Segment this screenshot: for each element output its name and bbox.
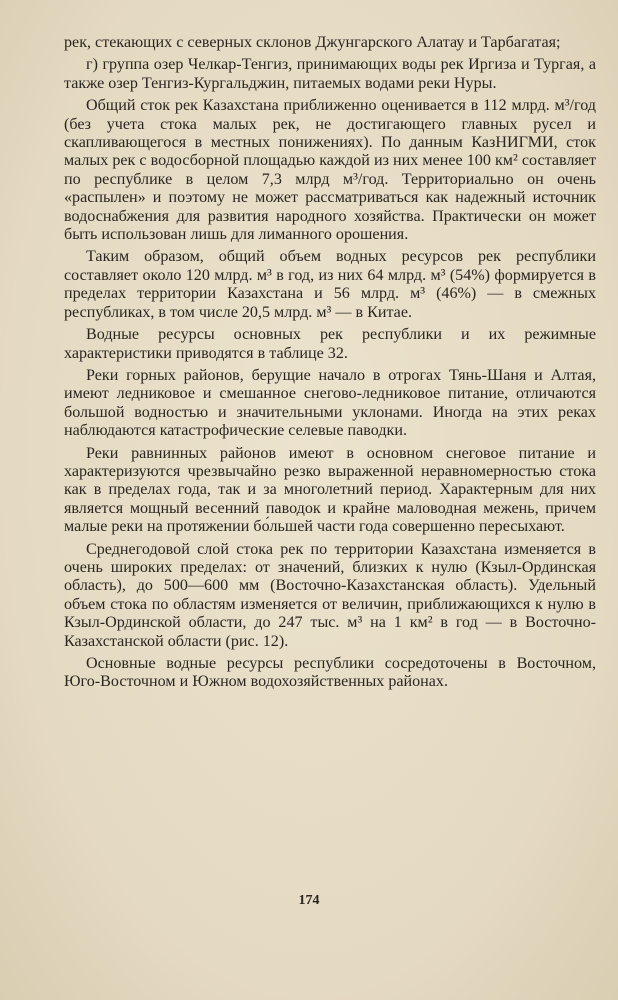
paragraph-runoff-layer: Среднегодовой слой стока рек по территории Казахстана изменяется в очень широких пределах: от значений, близких к нулю (Кзыл-Ординская область), до 500—600 мм (Восточно-Казахстанская область). Удельный объем стока по областям изменяется от величин, приближающихся к нулю в Кзыл-Ординской области, до 247 тыс. м³ на 1 км² в год — в Восточно-Казахстанской области (рис. 12). xyxy=(64,540,596,650)
paragraph-water-volume: Таким образом, общий объем водных ресурсов рек республики составляет около 120 млрд. м³ в год, из них 64 млрд. м³ (54%) формируется в пределах территории Казахстана и 56 млрд. м³ (46%) — в смежных республиках, в том числе 20,5 млрд. м³ — в Китае. xyxy=(64,248,596,321)
paragraph-lake-group-g: г) группа озер Челкар-Тенгиз, принимающих воды рек Иргиза и Тургая, а также озер Тенгиз-Кургальджин, питаемых водами реки Нуры. xyxy=(64,56,596,92)
paragraph-continuation: рек, стекающих с северных склонов Джунгарского Алатау и Тарбагатая; xyxy=(64,34,561,51)
body-text xyxy=(64,34,596,696)
paragraph-table-reference: Водные ресурсы основных рек республики и их режимные характеристики приводятся в таблице 32. xyxy=(64,326,596,362)
page-number: 174 xyxy=(298,893,320,908)
paragraph-plain-rivers: Реки равнинных районов имеют в основном снеговое питание и характеризуются чрезвычайно резко выраженной неравномерностью стока как в пределах года, так и за многолетний период. Характерным для них является мощный весенний паводок и крайне маловодная межень, причем малые реки на протяжении бо́льшей части года совершенно пересыхают. xyxy=(64,444,596,536)
paragraph-mountain-rivers: Реки горных районов, берущие начало в отрогах Тянь-Шаня и Алтая, имеют ледниковое и смешанное снегово-ледниковое питание, отличаются большой водностью и значительными уклонами. Иногда на этих реках наблюдаются катастрофические селевые паводки. xyxy=(64,366,596,440)
paragraph-total-runoff: Общий сток рек Казахстана приближенно оценивается в 112 млрд. м³/год (без учета стока малых рек, не достигающего главных русел и скапливающегося в местных понижениях). По данным КазНИГМИ, сток малых рек с водосборной площадью каждой из них менее 100 км² составляет по республике в целом 7,3 млрд м³/год. Территориально он очень «распылен» и поэтому не может рассматриваться как надежный источник водоснабжения для развития народного хозяйства. Практически он может быть использован лишь для лиманного орошения. xyxy=(64,97,596,244)
paragraph-main-resources: Основные водные ресурсы республики сосредоточены в Восточном, Юго-Восточном и Южном водохозяйственных районах. xyxy=(64,655,596,691)
